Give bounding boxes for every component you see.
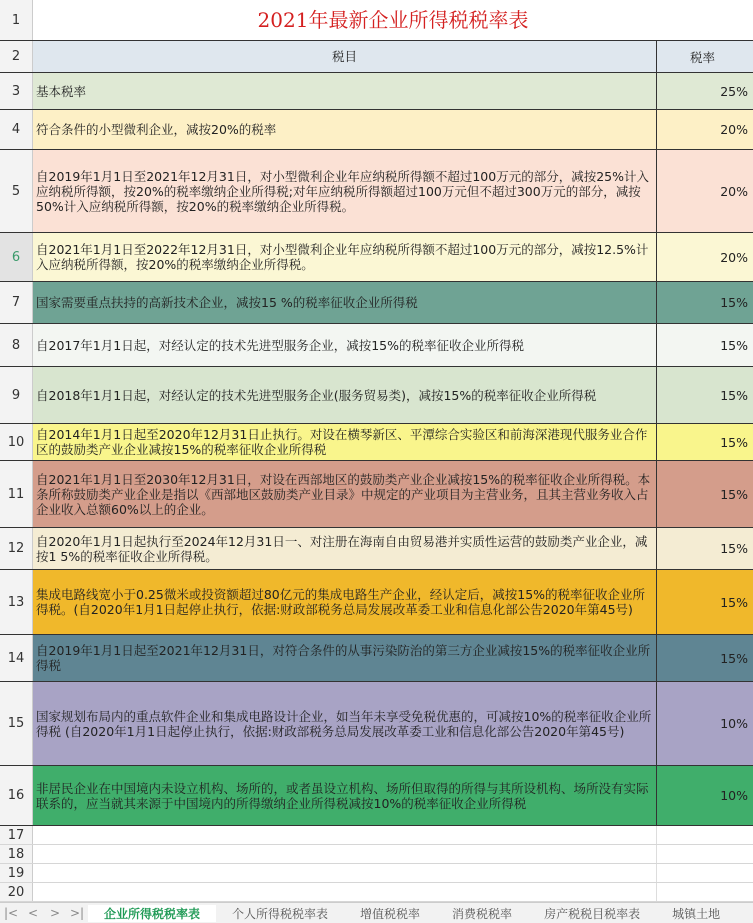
empty-row (0, 883, 753, 902)
sheet-title[interactable]: 2021年最新企业所得税税率表 (257, 7, 529, 32)
table-row (0, 367, 753, 424)
prev-sheet-button[interactable]: < (27, 906, 39, 920)
sheet-tab[interactable]: 个人所得税税率表 (232, 906, 329, 921)
row-header[interactable]: 1 (0, 0, 33, 40)
tax-rate-cell[interactable]: 20% (657, 233, 753, 281)
tax-rate-cell[interactable]: 15% (657, 528, 753, 569)
table-row (0, 635, 753, 682)
empty-cell[interactable] (33, 864, 657, 882)
empty-row (0, 826, 753, 845)
tax-item-cell[interactable]: 自2020年1月1日起执行至2024年12月31日一、对注册在海南自由贸易港并实质性运营的鼓励类产业企业，减按1 5%的税率征收企业所得税。 (33, 528, 657, 569)
empty-row (0, 864, 753, 883)
row-header[interactable]: 15 (0, 682, 33, 765)
row-header[interactable]: 4 (0, 110, 33, 149)
row-header[interactable]: 10 (0, 424, 33, 460)
title-row (0, 0, 753, 41)
tax-rate-cell[interactable]: 25% (657, 73, 753, 109)
empty-cell[interactable] (33, 845, 657, 863)
table-row (0, 424, 753, 461)
empty-cell[interactable] (33, 883, 657, 901)
row-header[interactable]: 17 (0, 826, 33, 844)
table-row (0, 233, 753, 282)
table-row (0, 766, 753, 826)
tax-item-cell[interactable]: 国家规划布局内的重点软件企业和集成电路设计企业，如当年未享受免税优惠的，可减按10%的税率征收企业所得税 (自2020年1月1日起停止执行，依据:财政部税务总局发展改革委工业和信息化部公告2020年第45号) (33, 682, 657, 765)
empty-row (0, 845, 753, 864)
tax-item-cell[interactable]: 自2018年1月1日起，对经认定的技术先进型服务企业(服务贸易类)，减按15%的税率征收企业所得税 (33, 367, 657, 423)
table-row (0, 682, 753, 766)
empty-cell[interactable] (33, 826, 657, 844)
tax-rate-cell[interactable]: 15% (657, 282, 753, 323)
row-header[interactable]: 13 (0, 570, 33, 634)
row-header[interactable]: 6 (0, 233, 33, 281)
table-row (0, 528, 753, 570)
tax-item-cell[interactable]: 国家需要重点扶持的高新技术企业，减按15 %的税率征收企业所得税 (33, 282, 657, 323)
sheet-tab-bar (0, 902, 753, 923)
tax-item-cell[interactable]: 自2019年1月1日起至2021年12月31日，对符合条件的从事污染防治的第三方企业减按15%的税率征收企业所得税 (33, 635, 657, 681)
tax-item-cell[interactable]: 非居民企业在中国境内未设立机构、场所的，或者虽设立机构、场所但取得的所得与其所设机构、场所没有实际联系的，应当就其来源于中国境内的所得缴纳企业所得税减按10%的税率征收企业所得税 (33, 766, 657, 825)
tax-item-cell[interactable]: 自2021年1月1日至2030年12月31日，对设在西部地区的鼓励类产业企业减按15%的税率征收企业所得税。本条所称鼓励类产业企业是指以《西部地区鼓励类产业目录》中规定的产业项目为主营业务，且其主营业务收入占企业收入总额60%以上的企业。 (33, 461, 657, 527)
row-header[interactable]: 20 (0, 883, 33, 901)
row-header[interactable]: 2 (0, 41, 33, 72)
table-row (0, 324, 753, 367)
first-sheet-button[interactable]: |< (3, 906, 19, 920)
tax-rate-cell[interactable]: 15% (657, 424, 753, 460)
empty-cell[interactable] (657, 826, 753, 844)
row-header[interactable]: 9 (0, 367, 33, 423)
column-header-item[interactable]: 税目 (33, 41, 657, 72)
next-sheet-button[interactable]: > (49, 906, 61, 920)
sheet-tab[interactable]: 增值税税率 (360, 906, 421, 921)
row-header[interactable]: 18 (0, 845, 33, 863)
tax-rate-cell[interactable]: 15% (657, 367, 753, 423)
table-row (0, 73, 753, 110)
table-row (0, 570, 753, 635)
empty-cell[interactable] (657, 864, 753, 882)
column-header-rate[interactable]: 税率 (657, 41, 753, 72)
row-header[interactable]: 12 (0, 528, 33, 569)
table-row (0, 461, 753, 528)
tax-rate-cell[interactable]: 15% (657, 461, 753, 527)
tax-item-cell[interactable]: 自2014年1月1日起至2020年12月31日止执行。对设在横琴新区、平潭综合实验区和前海深港现代服务业合作区的鼓励类产业企业减按15%的税率征收企业所得税 (33, 424, 657, 460)
sheet-tab[interactable]: 房产税税目税率表 (544, 906, 641, 921)
tax-rate-cell[interactable]: 20% (657, 110, 753, 149)
sheet-tab[interactable]: 城镇土地 (672, 906, 721, 921)
row-header[interactable]: 8 (0, 324, 33, 366)
tax-item-cell[interactable]: 集成电路线宽小于0.25微米或投资额超过80亿元的集成电路生产企业，经认定后，减按15%的税率征收企业所得税。(自2020年1月1日起停止执行，依据:财政部税务总局发展改革委工业和信息化部公告2020年第45号) (33, 570, 657, 634)
tax-rate-cell[interactable]: 10% (657, 766, 753, 825)
tax-rate-cell[interactable]: 10% (657, 682, 753, 765)
tax-item-cell[interactable]: 符合条件的小型微利企业，减按20%的税率 (33, 110, 657, 149)
table-row (0, 282, 753, 324)
last-sheet-button[interactable]: >| (69, 906, 85, 920)
empty-cell[interactable] (657, 883, 753, 901)
row-header[interactable]: 11 (0, 461, 33, 527)
header-row (0, 41, 753, 73)
empty-cell[interactable] (657, 845, 753, 863)
tax-rate-cell[interactable]: 15% (657, 324, 753, 366)
tax-item-cell[interactable]: 自2017年1月1日起，对经认定的技术先进型服务企业，减按15%的税率征收企业所得税 (33, 324, 657, 366)
row-header[interactable]: 14 (0, 635, 33, 681)
sheet-tab[interactable]: 企业所得税税率表 (88, 905, 216, 922)
table-row (0, 150, 753, 233)
row-header[interactable]: 19 (0, 864, 33, 882)
tax-rate-cell[interactable]: 20% (657, 150, 753, 232)
tax-rate-cell[interactable]: 15% (657, 570, 753, 634)
tax-rate-cell[interactable]: 15% (657, 635, 753, 681)
tax-item-cell[interactable]: 基本税率 (33, 73, 657, 109)
table-row (0, 110, 753, 150)
tax-item-cell[interactable]: 自2019年1月1日至2021年12月31日，对小型微利企业年应纳税所得额不超过100万元的部分，减按25%计入应纳税所得额，按20%的税率缴纳企业所得税;对年应纳税所得额超过100万元但不超过300万元的部分，减按50%计入应纳税所得额，按20%的税率缴纳企业所得税。 (33, 150, 657, 232)
row-header[interactable]: 7 (0, 282, 33, 323)
sheet-tab[interactable]: 消费税税率 (452, 906, 513, 921)
row-header[interactable]: 5 (0, 150, 33, 232)
row-header[interactable]: 3 (0, 73, 33, 109)
row-header[interactable]: 16 (0, 766, 33, 825)
tax-item-cell[interactable]: 自2021年1月1日至2022年12月31日，对小型微利企业年应纳税所得额不超过100万元的部分，减按12.5%计入应纳税所得额，按20%的税率缴纳企业所得税。 (33, 233, 657, 281)
